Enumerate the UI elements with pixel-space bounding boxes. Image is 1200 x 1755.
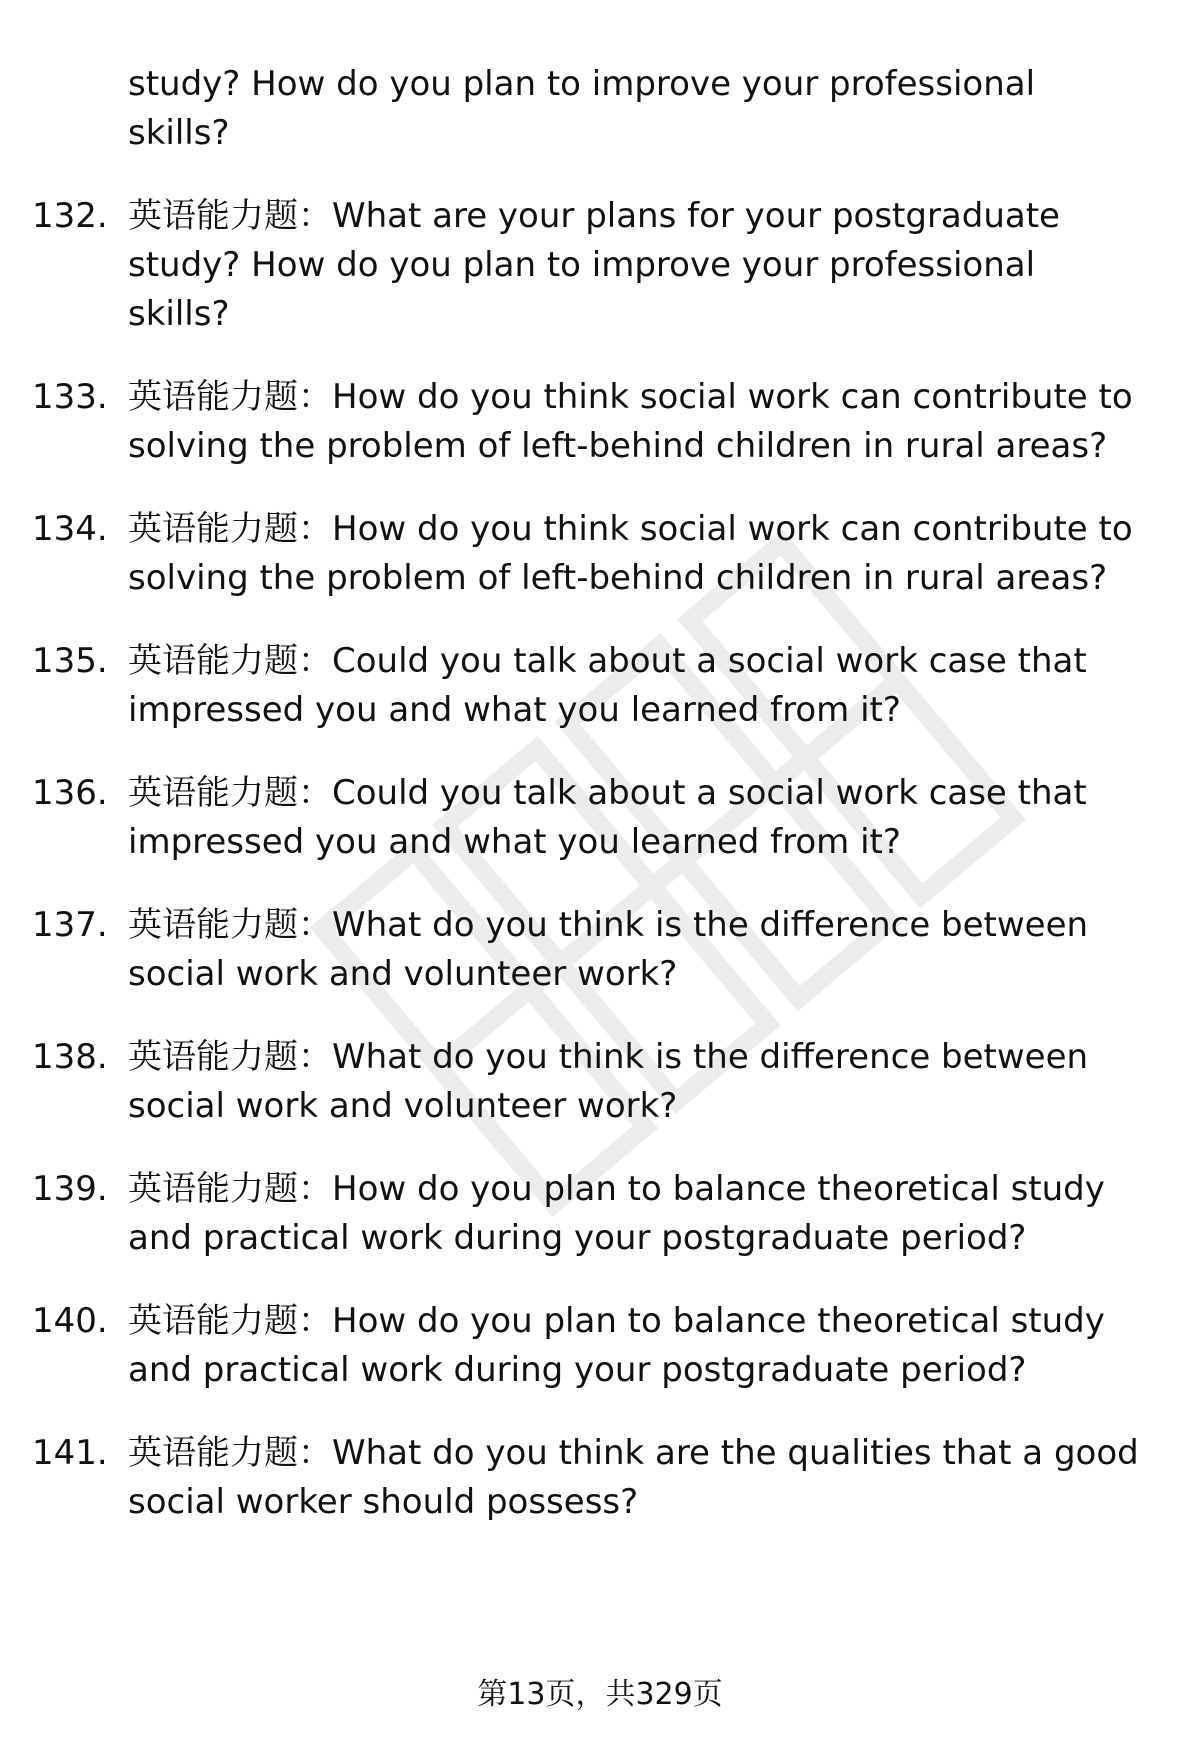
item-question: What do you think is the difference between social work and volunteer work? (128, 905, 1089, 994)
item-text (128, 769, 1142, 867)
item-question: How do you think social work can contribute to solving the problem of left-behind children in rural areas? (128, 509, 1133, 598)
item-label: 英语能力题： (128, 509, 332, 549)
list-item (32, 192, 1142, 339)
item-text (128, 637, 1142, 735)
list-item (32, 1165, 1142, 1263)
item-question: How do you think social work can contribute to solving the problem of left-behind children in rural areas? (128, 377, 1133, 466)
list-item (32, 901, 1142, 999)
item-text (128, 901, 1142, 999)
item-label: 英语能力题： (128, 641, 332, 681)
page-footer: 第13页，共329页 (477, 1677, 723, 1712)
item-number: 134. (32, 509, 108, 549)
list-item (32, 1033, 1142, 1131)
item-number: 136. (32, 773, 108, 813)
item-text (128, 192, 1142, 339)
item-text (128, 1165, 1142, 1263)
item-label: 英语能力题： (128, 377, 332, 417)
list-item (32, 373, 1142, 471)
item-number: 135. (32, 641, 108, 681)
item-question: How do you plan to balance theoretical study and practical work during your postgraduate period? (128, 1301, 1105, 1390)
item-number: 139. (32, 1169, 108, 1209)
item-question: What do you think are the qualities that a good social worker should possess? (128, 1433, 1139, 1522)
item-text (128, 1429, 1142, 1527)
item-label: 英语能力题： (128, 196, 332, 236)
continued-text: study? How do you plan to improve your professional skills? (128, 64, 1036, 153)
item-number: 133. (32, 377, 108, 417)
list-item (32, 637, 1142, 735)
item-question: Could you talk about a social work case that impressed you and what you learned from it? (128, 641, 1087, 730)
item-number: 132. (32, 196, 108, 236)
item-label: 英语能力题： (128, 773, 332, 813)
list-item (32, 1297, 1142, 1395)
list-item (32, 505, 1142, 603)
items-container (32, 192, 1142, 1527)
item-text (128, 373, 1142, 471)
item-text (128, 1297, 1142, 1395)
item-number: 138. (32, 1037, 108, 1077)
item-label: 英语能力题： (128, 1433, 332, 1473)
list-item (32, 769, 1142, 867)
item-text (128, 1033, 1142, 1131)
item-question: Could you talk about a social work case that impressed you and what you learned from it? (128, 773, 1087, 862)
item-text (128, 505, 1142, 603)
item-question: How do you plan to balance theoretical study and practical work during your postgraduate period? (128, 1169, 1105, 1258)
item-label: 英语能力题： (128, 1301, 332, 1341)
item-number: 137. (32, 905, 108, 945)
question-list (32, 60, 1142, 1561)
item-question: What are your plans for your postgraduate study? How do you plan to improve your professional skills? (128, 196, 1060, 334)
item-number: 141. (32, 1433, 108, 1473)
list-item (32, 1429, 1142, 1527)
item-question: What do you think is the difference between social work and volunteer work? (128, 1037, 1089, 1126)
item-number: 140. (32, 1301, 108, 1341)
item-label: 英语能力题： (128, 1169, 332, 1209)
item-label: 英语能力题： (128, 1037, 332, 1077)
item-label: 英语能力题： (128, 905, 332, 945)
